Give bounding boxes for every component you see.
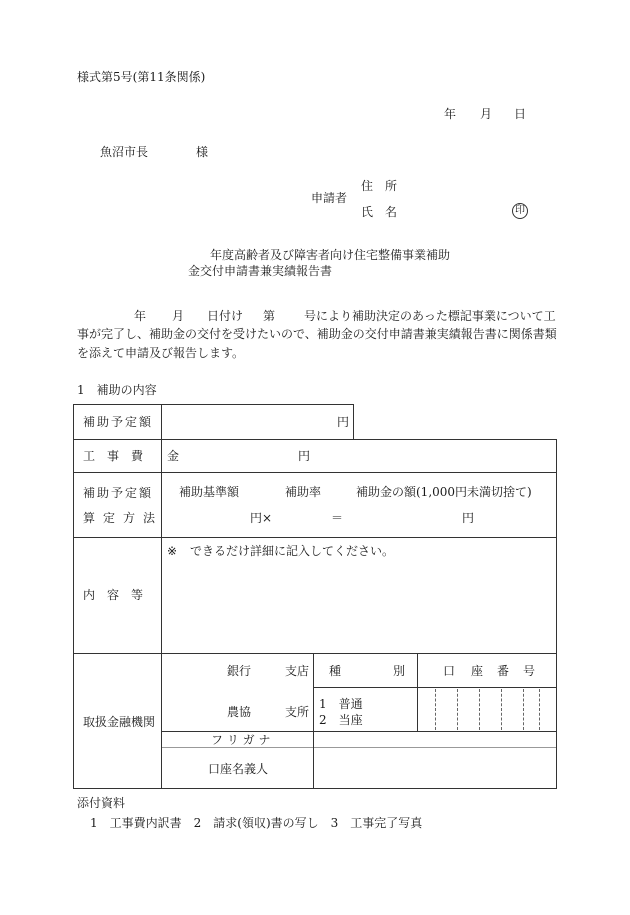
branch-label: 支店 — [285, 664, 310, 678]
furigana-label: フ リ ガ ナ — [211, 733, 271, 747]
address-label-1: 住 — [361, 179, 374, 193]
document-title-line2: 金交付申請書兼実績報告書 — [188, 264, 333, 278]
account-type-ordinary: 1 普通 — [319, 697, 363, 711]
account-type-label-2: 別 — [393, 664, 406, 678]
calculation-label-line2: 算定方法 — [83, 511, 164, 525]
note-mark: ※ — [167, 544, 178, 558]
account-number-label-1: 口 — [443, 664, 456, 678]
construction-cost-label: 工 事 費 — [83, 449, 144, 463]
yen-times: 円× — [250, 511, 273, 525]
body-year: 年 — [134, 309, 147, 323]
addressee-name: 魚沼市長 — [100, 145, 149, 159]
date-year-label: 年 — [444, 107, 457, 121]
date-day-label: 日 — [514, 107, 527, 121]
account-number-label-2: 座 — [471, 664, 484, 678]
details-label: 内 容 等 — [83, 588, 144, 602]
subsidy-content-table — [73, 404, 557, 788]
name-label-1: 氏 — [361, 205, 374, 219]
body-number-prefix: 第 — [263, 309, 276, 323]
subsidy-rate-label: 補助率 — [285, 485, 322, 499]
account-number-label-4: 号 — [523, 664, 536, 678]
ja-branch-label: 支所 — [285, 705, 310, 719]
body-month: 月 — [172, 309, 185, 323]
applicant-label: 申請者 — [311, 191, 348, 205]
account-type-label-1: 種 — [329, 664, 342, 678]
attachments-list: 1 工事費内訳書 2 請求(領収)書の写し 3 工事完了写真 — [90, 816, 423, 830]
details-note: できるだけ詳細に記入してください。 — [190, 544, 395, 558]
form-number: 様式第5号(第11条関係) — [77, 70, 206, 84]
ja-label: 農協 — [227, 705, 252, 719]
account-type-current: 2 当座 — [319, 713, 363, 727]
section1-title: 1 補助の内容 — [77, 383, 157, 397]
standard-amount-label: 補助基準額 — [179, 485, 240, 499]
seal-mark-icon: 印 — [512, 203, 528, 219]
body-line1-rest: 号により補助決定のあった標記事業について工 — [304, 309, 556, 323]
date-month-label: 月 — [480, 107, 493, 121]
construction-cost-prefix: 金 — [167, 449, 180, 463]
document-title-line1: 年度高齢者及び障害者向け住宅整備事業補助 — [210, 248, 451, 262]
body-line2: 事が完了し、補助金の交付を受けたいので、補助金の交付申請書兼実績報告書に関係書類 — [77, 327, 557, 341]
construction-cost-unit: 円 — [298, 449, 311, 463]
body-line3: を添えて申請及び報告します。 — [77, 346, 245, 360]
calculation-label-line1: 補助予定額 — [83, 486, 154, 500]
address-label-2: 所 — [385, 179, 398, 193]
addressee-honorific: 様 — [196, 145, 209, 159]
scheduled-amount-label: 補助予定額 — [83, 415, 154, 429]
result-yen-unit: 円 — [462, 511, 475, 525]
account-holder-label: 口座名義人 — [208, 762, 269, 776]
bank-name-label: 銀行 — [227, 664, 252, 678]
bank-label: 取扱金融機関 — [83, 715, 156, 729]
scheduled-amount-unit: 円 — [337, 415, 350, 429]
subsidy-amount-label: 補助金の額(1,000円未満切捨て) — [356, 485, 532, 499]
body-day: 日付け — [207, 309, 244, 323]
name-label-2: 名 — [385, 205, 398, 219]
equals-sign: ＝ — [331, 511, 344, 525]
attachments-title: 添付資料 — [77, 796, 126, 810]
account-number-label-3: 番 — [497, 664, 510, 678]
